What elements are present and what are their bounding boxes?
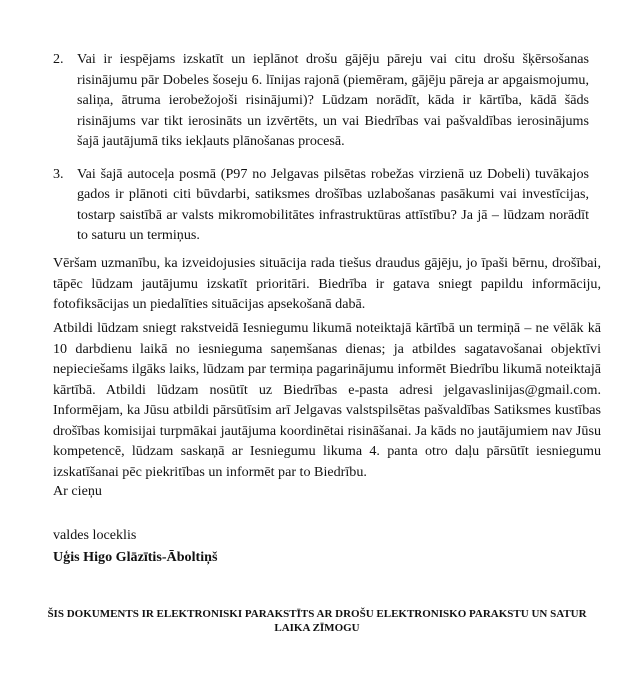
- question-text: Vai šajā autoceļa posmā (P97 no Jelgavas pilsētas robežas virzienā uz Dobeli) tuvākajos gados ir plānoti citi būvdarbi, satiksmes drošības uzlabošanas pasākumi vai investīcijas, tostarp saistībā ar valsts mikromobilitātes infrastruktūras attīstību? Ja jā – lūdzam norādīt to saturu un termiņus.: [77, 165, 589, 243]
- question-text: Vai ir iespējams izskatīt un ieplānot drošu gājēju pāreju vai citu drošu šķērsošanas risinājumu pār Dobeles šoseju 6. līnijas rajonā (piemēram, gājēju pāreja ar apgaismojumu, saliņa, ātruma ierobežojoši risinājumi)? Lūdzam norādīt, kāda ir kārtība, kādā šāds risinājums var tikt ierosināts un izvērtēts, un vai Biedrības vai pašvaldības ierosinājums šajā jautājumā tiks iekļauts plānošanas procesā.: [77, 51, 589, 149]
- closing-greeting: Ar cieņu: [53, 483, 102, 499]
- question-item: [53, 164, 589, 246]
- question-number: 3.: [53, 165, 64, 182]
- question-list: [53, 49, 589, 258]
- question-number: 2.: [53, 51, 64, 67]
- attention-paragraph: Vēršam uzmanību, ka izveidojusies situācija rada tiešus draudus gājēju, jo īpaši bērnu, drošībai, tāpēc lūdzam jautājumu izskatīt prioritāri. Biedrība ir gatava sniegt papildu informāciju, fotofiksācijas un piedalīties situācijas apsekošanā dabā.: [53, 255, 601, 312]
- signatory-role: valdes loceklis: [53, 527, 137, 543]
- response-request-paragraph: Atbildi lūdzam sniegt rakstveidā Iesniegumu likumā noteiktajā kārtībā un termiņā – ne vēlāk kā 10 darbdienu laikā no iesnieguma saņemšanas dienas; ja atbildes sagatavošanai objektīvi nepieciešams ilgāks laiks, lūdzam par termiņa pagarinājumu informēt Biedrību likumā noteiktajā kārtībā. Atbildi lūdzam nosūtīt uz Biedrības e-pasta adresi jelgavaslinijas@gmail.com. Informējam, ka Jūsu atbildi pārsūtīsim arī Jelgavas valstspilsētas pašvaldības Satiksmes kustības drošības komisijai turpmākai jautājuma koordinētai risināšanai. Ja kāds no jautājumiem nav Jūsu kompetencē, lūdzam saskaņā ar Iesniegumu likuma 4. panta otro daļu pārsūtīt iesniegumu izskatīšanai pēc piekritības un informēt par to Biedrību.: [53, 320, 601, 480]
- signatory-name: Uģis Higo Glāzītis-Āboltiņš: [53, 549, 218, 565]
- signature-notice: ŠIS DOKUMENTS IR ELEKTRONISKI PARAKSTĪTS AR DROŠU ELEKTRONISKO PARAKSTU UN SATUR LAIKA ZĪMOGU: [47, 608, 587, 634]
- question-item: [53, 49, 589, 152]
